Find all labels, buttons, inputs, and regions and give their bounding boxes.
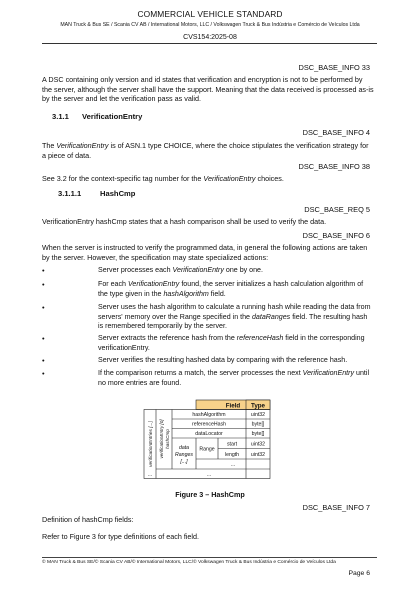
emphasis: VerificationEntry bbox=[127, 280, 180, 288]
text: is of ASN.1 type CHOICE, where the choice stipulates the verification strategy for a piece of data. bbox=[42, 141, 369, 160]
footer-copyright: © MAN Truck & Bus SE/© Scania CV AB/© International Motors, LLC/© Volkswagen Truck & Bus Indústria e Comércio de Veículos Ltda bbox=[42, 560, 336, 565]
field-hashalgorithm: hashAlgorithm bbox=[192, 412, 226, 418]
ref-dsc-base-info-33: DSC_BASE_INFO 33 bbox=[298, 63, 370, 72]
emphasis: VerificationEntry bbox=[203, 174, 256, 183]
range-ellipsis: ... bbox=[230, 462, 236, 468]
data-ranges-label-2: Ranges bbox=[175, 452, 193, 458]
ref-dsc-base-info-6: DSC_BASE_INFO 6 bbox=[302, 231, 370, 240]
figure-labels bbox=[148, 402, 266, 478]
bullet-marker: • bbox=[42, 369, 45, 378]
field-start: start bbox=[226, 441, 238, 448]
type-hashalgorithm: uint32 bbox=[250, 412, 266, 418]
section-title: VerificationEntry bbox=[82, 112, 143, 121]
text: field in the corresponding verificationEntry. bbox=[98, 334, 365, 352]
document-id: CVS154:2025-08 bbox=[183, 34, 237, 41]
bullet-marker: • bbox=[42, 266, 45, 275]
hashcmp-label: hashCmp bbox=[165, 429, 170, 449]
footer-divider bbox=[42, 557, 377, 558]
text: See 3.2 for the context-specific tag number for the bbox=[42, 174, 204, 183]
type-start: uint32 bbox=[250, 441, 266, 448]
figure-caption: Figure 3 – HashCmp bbox=[175, 490, 245, 499]
paragraph-dsc-version-id: A DSC containing only version and id states that verification and encryption is not to be performed by the server, although the server shall have the support. Meaning that the data received is processed as-is by the server and let the verification pass as valid. bbox=[42, 75, 374, 104]
text: Server processes each bbox=[98, 266, 173, 274]
organizations-line: MAN Truck & Bus SE / Scania CV AB / International Motors, LLC / Volkswagen Truck & Bus Indústria e Comércio de Veículos Ltda bbox=[60, 22, 360, 28]
section-number: 3.1.1.1 bbox=[58, 189, 82, 198]
paragraph-refer-figure: Refer to Figure 3 for type definitions of each field. bbox=[42, 532, 200, 541]
field-referencehash: referenceHash bbox=[191, 421, 227, 428]
field-length: length bbox=[224, 452, 240, 458]
emphasis: referenceHash bbox=[236, 334, 284, 342]
ref-dsc-base-info-4: DSC_BASE_INFO 4 bbox=[302, 128, 370, 137]
section-number: 3.1.1 bbox=[52, 112, 69, 121]
type-header: Type bbox=[251, 402, 265, 410]
text: one by one. bbox=[223, 266, 263, 274]
emphasis: VerificationEntry bbox=[172, 266, 224, 274]
emphasis: hashAlgorithm bbox=[163, 289, 209, 298]
ref-dsc-base-info-7: DSC_BASE_INFO 7 bbox=[302, 503, 370, 512]
emphasis: VerificationEntry bbox=[56, 141, 109, 150]
text: found, the server initializes a hash calculation algorithm of the type given in the bbox=[98, 280, 364, 298]
text: For each bbox=[98, 280, 128, 288]
paragraph-server-actions: When the server is instructed to verify the programmed data, in general the following actions are taken by the server. However, the specification may state specialized actions: bbox=[42, 243, 368, 262]
field-datalocator: dataLocator bbox=[195, 431, 223, 437]
text: Server extracts the reference hash from the bbox=[98, 334, 237, 342]
field-header: Field bbox=[225, 402, 241, 410]
bullet-marker: • bbox=[42, 303, 45, 312]
paragraph-definition: Definition of hashCmp fields: bbox=[42, 515, 134, 524]
standard-title: COMMERCIAL VEHICLE STANDARD bbox=[137, 9, 283, 19]
range-label: Range bbox=[199, 446, 215, 453]
text: choices. bbox=[255, 174, 284, 183]
text: If the comparison returns a match, the server processes the next bbox=[98, 369, 303, 377]
text: Server uses the hash algorithm to calculate a running hash while reading the data from servers' memory over the Range specified in the bbox=[98, 303, 371, 321]
entries-field-ellipsis: ... bbox=[206, 472, 212, 478]
bullet-item-5: Server verifies the resulting hashed data by comparing with the reference hash. bbox=[98, 356, 348, 364]
page-number: Page 6 bbox=[348, 570, 370, 577]
text: until no more entries are found. bbox=[98, 369, 370, 387]
data-ranges-label-1: data bbox=[178, 445, 190, 451]
type-datalocator: byte[] bbox=[251, 431, 265, 437]
paragraph-hashcmp-states: VerificationEntry hashCmp states that a hash comparison shall be used to verify the data. bbox=[42, 217, 327, 226]
emphasis: dataRanges bbox=[251, 312, 291, 321]
entries-ellipsis: ... bbox=[147, 472, 153, 478]
text: The bbox=[42, 141, 57, 150]
text: field. The resulting hash is remembered temporarily by the server. bbox=[98, 312, 368, 331]
ref-dsc-base-info-38: DSC_BASE_INFO 38 bbox=[298, 162, 370, 171]
ref-dsc-base-req-5: DSC_BASE_REQ 5 bbox=[304, 205, 370, 214]
section-title: HashCmp bbox=[100, 189, 136, 198]
bullet-marker: • bbox=[42, 356, 45, 365]
text: field. bbox=[208, 289, 226, 298]
emphasis: VerificationEntry bbox=[302, 369, 355, 377]
type-length: uint32 bbox=[250, 452, 266, 458]
bullet-marker: • bbox=[42, 334, 45, 343]
verification-entry-label: verificationEntry [0] bbox=[159, 419, 164, 459]
bullet-marker: • bbox=[42, 280, 45, 289]
data-ranges-label-3: [...] bbox=[180, 459, 188, 465]
type-referencehash: byte[] bbox=[251, 421, 265, 428]
verification-entries-label: verificationEntries [...] bbox=[149, 421, 154, 467]
